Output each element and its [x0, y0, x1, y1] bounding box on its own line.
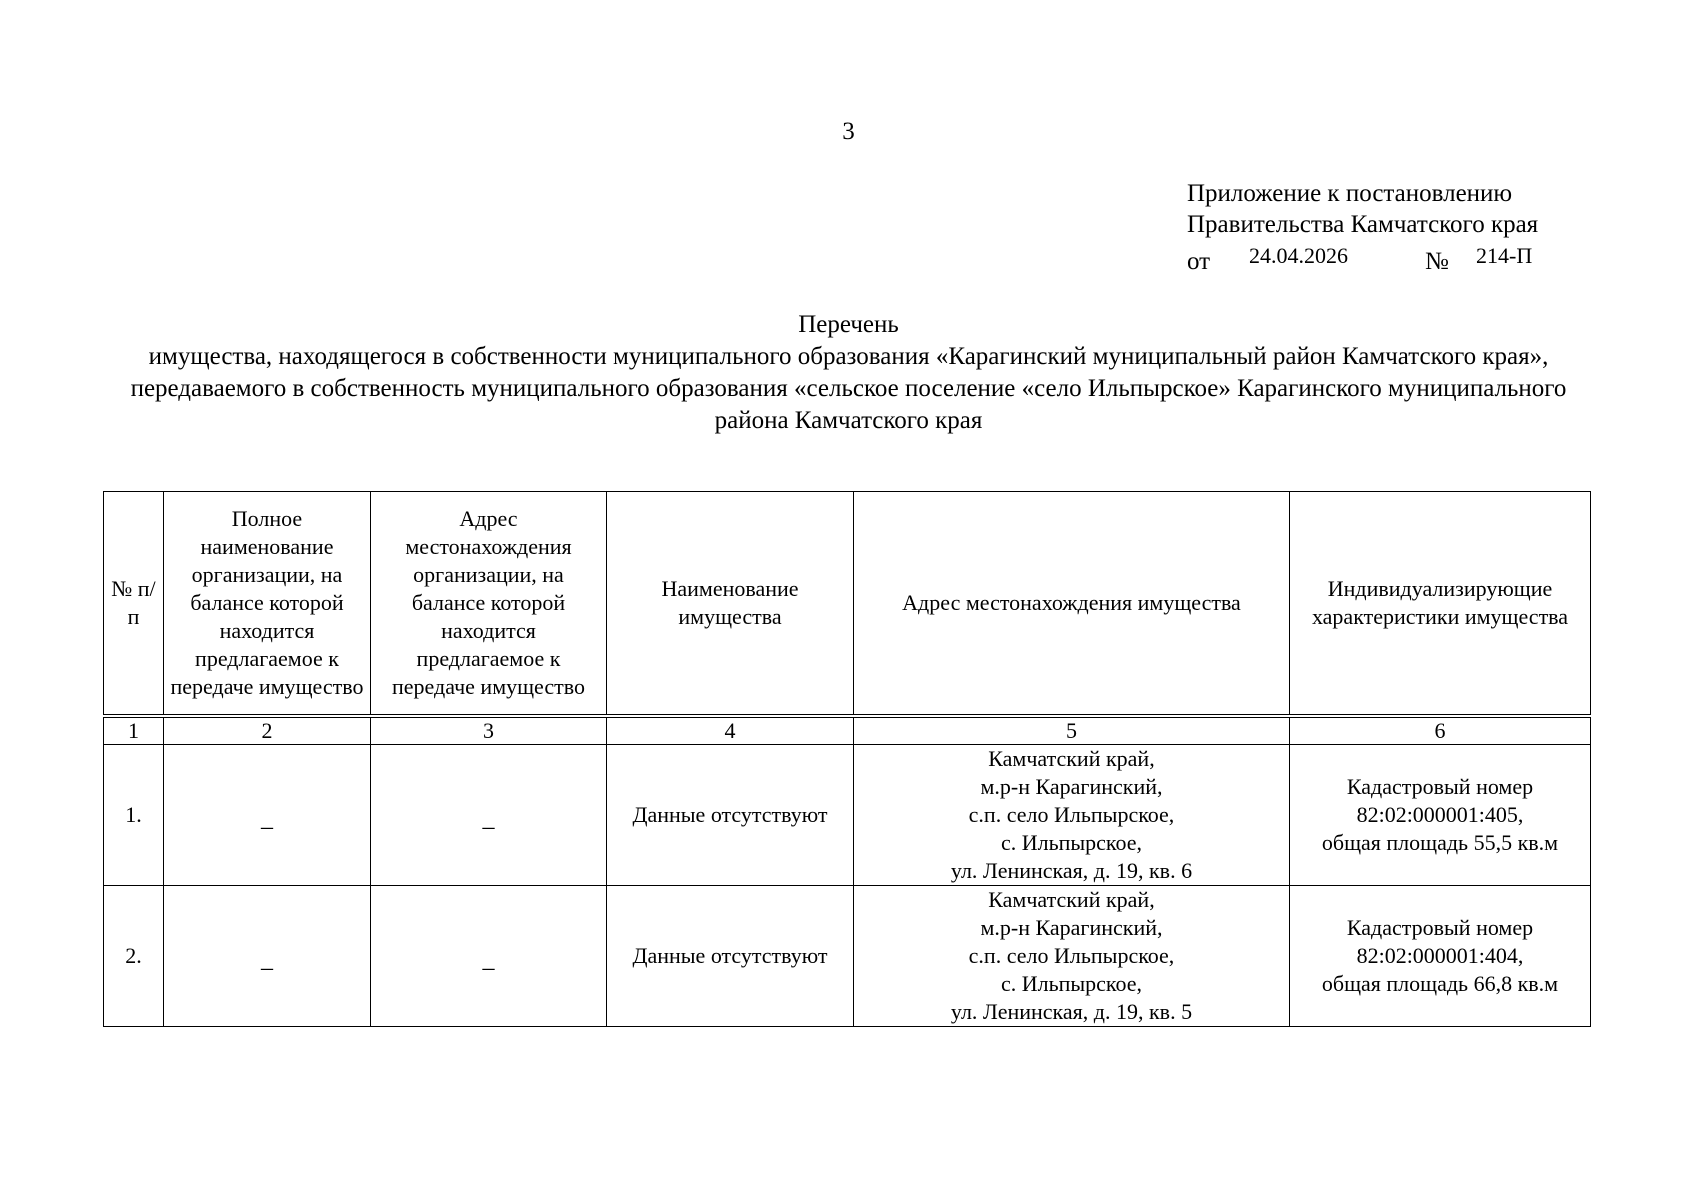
- table-header-row: [104, 492, 1591, 717]
- page-number: 3: [842, 118, 855, 145]
- org-name-value: _: [261, 806, 273, 832]
- address-line: с.п. село Ильпырское,: [968, 802, 1175, 827]
- address-line: с.п. село Ильпырское,: [968, 943, 1175, 968]
- header-cell: Адрес местонахождения организации, на балансе которой находится предлагаемое к передаче имущество: [371, 492, 607, 717]
- column-number: 2: [164, 716, 371, 745]
- appendix-block: [1187, 178, 1607, 274]
- column-number: 4: [607, 716, 854, 745]
- org-address-cell: [371, 886, 607, 1027]
- characteristics-line: общая площадь 55,5 кв.м: [1321, 830, 1559, 855]
- column-number: 3: [371, 716, 607, 745]
- address-line: ул. Ленинская, д. 19, кв. 6: [950, 858, 1193, 883]
- characteristics-cell: [1290, 745, 1591, 886]
- characteristics-line: Кадастровый номер: [1346, 915, 1534, 940]
- characteristics-cell: [1290, 886, 1591, 1027]
- address-line: Камчатский край,: [988, 887, 1155, 912]
- address-line: м.р-н Карагинский,: [980, 915, 1163, 940]
- header-cell: Наименование имущества: [607, 492, 854, 717]
- characteristics-line: Кадастровый номер: [1346, 774, 1534, 799]
- column-number: 5: [854, 716, 1290, 745]
- title-heading: Перечень: [798, 311, 899, 338]
- property-table: [103, 491, 1591, 1027]
- row-number: 2.: [104, 886, 164, 1027]
- address-line: с. Ильпырское,: [1000, 971, 1143, 996]
- number-label: №: [1425, 248, 1449, 275]
- org-address-value: _: [482, 806, 495, 832]
- title-subtitle: имущества, находящегося в собственности муниципального образования «Карагинский муниципальный район Камчатского края», передаваемого в собственность муниципального образования «сельское поселение «село Ильпырское» Карагинского муниципального района Камчатского края: [130, 343, 1567, 434]
- characteristics-line: 82:02:000001:405,: [1356, 802, 1524, 827]
- date-label: от: [1187, 248, 1211, 275]
- appendix-line-1: Приложение к постановлению: [1187, 180, 1513, 207]
- resolution-number: 214-П: [1476, 243, 1533, 268]
- address-line: Камчатский край,: [988, 746, 1155, 771]
- table-row: [104, 886, 1591, 1027]
- header-cell: № п/п: [104, 492, 164, 717]
- column-number: 6: [1290, 716, 1591, 745]
- property-address-cell: [854, 745, 1290, 886]
- header-cell: Адрес местонахождения имущества: [854, 492, 1290, 717]
- appendix-meta-line: [1187, 240, 1607, 274]
- org-address-cell: [371, 745, 607, 886]
- org-name-cell: [164, 886, 371, 1027]
- header-cell: Индивидуализирующие характеристики имущества: [1290, 492, 1591, 717]
- characteristics-line: общая площадь 66,8 кв.м: [1321, 971, 1559, 996]
- address-line: м.р-н Карагинский,: [980, 774, 1163, 799]
- table-row: [104, 745, 1591, 886]
- property-address-cell: [854, 886, 1290, 1027]
- address-line: ул. Ленинская, д. 19, кв. 5: [950, 999, 1193, 1024]
- row-number: 1.: [104, 745, 164, 886]
- org-name-cell: [164, 745, 371, 886]
- resolution-date: 24.04.2026: [1249, 243, 1348, 268]
- header-cell: Полное наименование организации, на балансе которой находится предлагаемое к передаче имущество: [164, 492, 371, 717]
- address-line: с. Ильпырское,: [1000, 830, 1143, 855]
- characteristics-line: 82:02:000001:404,: [1356, 943, 1524, 968]
- org-name-value: _: [261, 947, 273, 973]
- column-number-row: [104, 716, 1591, 745]
- property-name-cell: Данные отсутствуют: [607, 745, 854, 886]
- appendix-line-2: Правительства Камчатского края: [1187, 211, 1539, 238]
- org-address-value: _: [482, 947, 495, 973]
- property-name-cell: Данные отсутствуют: [607, 886, 854, 1027]
- document-title: [130, 309, 1567, 437]
- column-number: 1: [104, 716, 164, 745]
